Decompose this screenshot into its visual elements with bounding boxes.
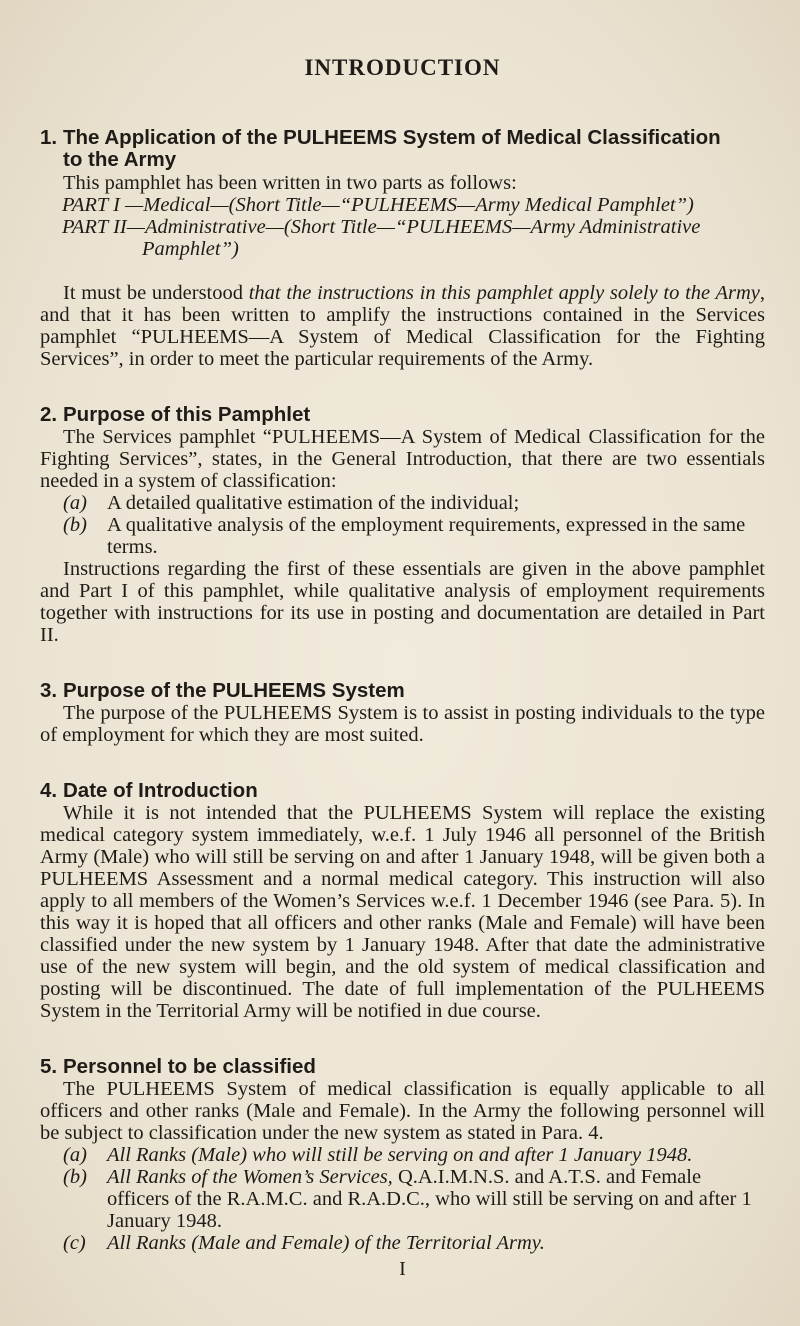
section-1-part-2: PART II—Administrative—(Short Title—“PULHEEMS—Army Administrative Pamphlet”) (62, 216, 701, 260)
section-4-paragraph: While it is not intended that the PULHEEMS System will replace the existing medical category system immediately, w.e.f. 1 July 1946 all personnel of the British Army (Male) who will still be serving on and after 1 January 1948, will be given both a PULHEEMS Assessment and a normal medical category. This instruction will also apply to all members of the Women’s Services w.e.f. 1 December 1946 (see Para. 5). In this way it is hoped that all officers and other ranks (Male and Female) will have been classified under the new system by 1 January 1948. After that date the administrative use of the new system will begin, and the old system of medical classification and posting will be discontinued. The date of full implementation of the PULHEEMS System in the Territorial Army will be notified in due course. (40, 802, 765, 1022)
section-1-part-1: PART I —Medical—(Short Title—“PULHEEMS—Army Medical Pamphlet”) (62, 194, 694, 216)
section-1-heading-line2: to the Army (63, 148, 177, 171)
section-4-heading: 4. Date of Introduction (40, 779, 258, 802)
section-2-heading: 2. Purpose of this Pamphlet (40, 403, 311, 426)
section-1-paragraph: It must be understood that the instructions in this pamphlet apply solely to the Army, and that it has been written to amplify the instructions contained in the Services pamphlet “PULHEEMS—A System of Medical Classification for the Fighting Services”, in order to meet the particular requirements of the Army. (40, 282, 766, 370)
section-1-intro: This pamphlet has been written in two parts as follows: (63, 172, 517, 194)
section-1-heading (40, 127, 765, 149)
section-5-item-b: (b) All Ranks of the Women’s Services, Q.A.I.M.N.S. and A.T.S. and Female officers of the R.A.M.C. and R.A.D.C., who will still be serving on and after 1 January 1948. (63, 1166, 752, 1232)
section-3-paragraph: The purpose of the PULHEEMS System is to assist in posting individuals to the type of employment for which they are most suited. (40, 702, 765, 746)
page-number: I (399, 1258, 406, 1280)
section-5-paragraph: The PULHEEMS System of medical classification is equally applicable to all officers and other ranks (Male and Female). In the Army the following personnel will be subject to classification under the new system as stated in Para. 4. (40, 1078, 765, 1144)
section-2-paragraph-2: Instructions regarding the first of these essentials are given in the above pamphlet and Part I of this pamphlet, while qualitative analysis of employment requirements together with instructions for its use in posting and documentation are detailed in Part II. (40, 558, 765, 646)
section-2-item-b: (b) A qualitative analysis of the employment requirements, expressed in the same terms. (63, 514, 746, 558)
section-5-item-c: (c) All Ranks (Male and Female) of the Territorial Army. (63, 1232, 545, 1254)
section-2-paragraph-1: The Services pamphlet “PULHEEMS—A System of Medical Classification for the Fighting Services”, states, in the General Introduction, that there are two essentials needed in a system of classification: (40, 426, 765, 492)
section-3-heading: 3. Purpose of the PULHEEMS System (40, 679, 405, 702)
section-5-heading: 5. Personnel to be classified (40, 1055, 316, 1078)
section-1-heading-line1: The Application of the PULHEEMS System of Medical Classification (63, 126, 721, 149)
page-content (40, 0, 765, 1280)
section-5-item-a: (a) All Ranks (Male) who will still be serving on and after 1 January 1948. (63, 1144, 693, 1166)
section-2-item-a: (a) A detailed qualitative estimation of the individual; (63, 492, 520, 514)
section-1-number: 1. (40, 126, 58, 149)
page-title: INTRODUCTION (304, 55, 501, 80)
